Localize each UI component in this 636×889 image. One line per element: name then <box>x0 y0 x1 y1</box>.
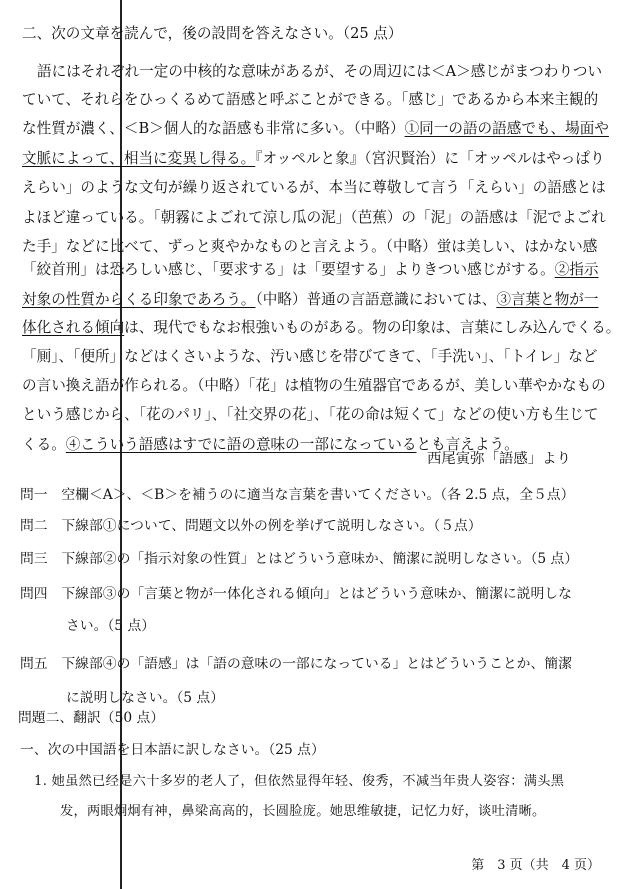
passage-text: くる。 <box>22 436 66 453</box>
question-2: 問二 下線部①について、問題文以外の例を挙げて説明しなさい。（５点） <box>20 518 482 534</box>
passage-line <box>22 291 598 309</box>
question-1: 問一 空欄＜A＞、＜B＞を補うのに適当な言葉を書いてください。（各 2.5 点，全５点） <box>20 487 575 503</box>
passage-text: えらい」のような文句が繰り返されているが、本当に尊敬して言う「えらい」の語感とは <box>22 179 606 196</box>
question-5: 問五 下線部④の「語感」は「語の意味の一部になっている」とはどういうことか、簡潔 <box>20 656 572 672</box>
passage-text: （中略）普通の言語意識においては、 <box>255 291 497 308</box>
section-heading: 二、次の文章を読んで，後の設問を答えなさい。（25 点） <box>22 25 403 42</box>
source-citation: 西尾寅弥「語感」より <box>427 451 571 467</box>
underlined-text: ②指示 <box>554 261 599 278</box>
passage-line <box>22 120 609 138</box>
question-5-cont: に説明しなさい。（5 点） <box>66 690 225 706</box>
underlined-text: ①同一の語の語感でも、場面や <box>404 120 609 137</box>
chinese-line-2: 发，两眼炯炯有神，鼻梁高高的，长圆脸庞。她思维敏捷，记忆力好，谈吐清晰。 <box>60 804 546 819</box>
problem-heading: 問題二、翻訳（50 点） <box>18 710 165 726</box>
page-footer: 第 3 页（共 4 页） <box>471 858 600 873</box>
passage-text: という感じから、「花のパリ」、「社交界の花」、「花の命は短くて」などの使い方も生じて <box>22 406 599 423</box>
passage-line <box>22 406 598 424</box>
translation-heading: 一、次の中国語を日本語に訳しなさい。（25 点） <box>20 742 325 758</box>
passage-text: とも言えよう。 <box>416 436 519 453</box>
chinese-line-1: 1. 她虽然已经是六十多岁的老人了，但依然显得年轻、俊秀，不减当年贵人姿容：满头黑 <box>34 774 565 789</box>
passage-line <box>22 377 606 395</box>
passage-text: 語にはそれぞれ一定の中核的な意味があるが、その周辺には＜A＞感じがまつわりつい <box>37 63 603 80</box>
question-4: 問四 下線部③の「言葉と物が一体化される傾向」とはどういう意味か、簡潔に説明しな <box>20 586 572 602</box>
underlined-text: ④こういう語感はすでに語の意味の一部になっている <box>65 436 417 453</box>
passage-text: 『オッペルと象』（宮沢賢治）に「オッペルはやっぱり <box>255 150 605 167</box>
passage-line <box>22 319 620 337</box>
passage-text: よほど違っている。「朝霧によごれて涼し瓜の泥」（芭蕉）の「泥」の語感は「泥でよごれ <box>22 209 606 226</box>
passage-text: ていて、それらをひっくるめて語感と呼ぶことができる。「感じ」であるから本来主観的 <box>22 91 599 108</box>
passage-line <box>22 150 605 168</box>
passage-text: な性質が濃く、＜B＞個人的な語感も非常に多い。（中略） <box>22 120 405 137</box>
underlined-text: ③言葉と物が一 <box>496 291 599 308</box>
passage-text: 「厠」、「便所」などはくさいような、汚い感じを帯びてきて、「手洗い」、「トイレ」など <box>22 348 598 365</box>
passage-text: た手」などに比べて、ずっと爽やかなものと言えよう。（中略）蛍は美しい、はかない感 <box>22 238 598 255</box>
passage-line <box>22 261 598 279</box>
underlined-text: 文脈によって、相当に変異し得る。 <box>22 150 256 167</box>
passage-text: 「絞首刑」は恐ろしい感じ、「要求する」は「要望する」よりきつい感じがする。 <box>22 261 555 278</box>
underlined-text: 体化される傾向 <box>22 319 125 336</box>
passage-line <box>22 179 606 197</box>
passage-line <box>22 348 597 366</box>
passage-line <box>37 63 602 81</box>
passage-text: の言い換え語が作られる。（中略）「花」は植物の生殖器官であるが、美しい華やかなもの <box>22 377 606 394</box>
question-3: 問三 下線部②の「指示対象の性質」とはどういう意味か、簡潔に説明しなさい。（5 点） <box>20 551 579 567</box>
passage-line <box>22 91 598 109</box>
passage-text: は、現代でもなお根強いものがある。物の印象は、言葉にしみ込んでくる。 <box>124 319 621 336</box>
passage-line <box>22 238 597 256</box>
question-4-cont: さい。（5 点） <box>66 618 156 634</box>
passage-line <box>22 209 606 227</box>
underlined-text: 対象の性質からくる印象であろう。 <box>22 291 256 308</box>
